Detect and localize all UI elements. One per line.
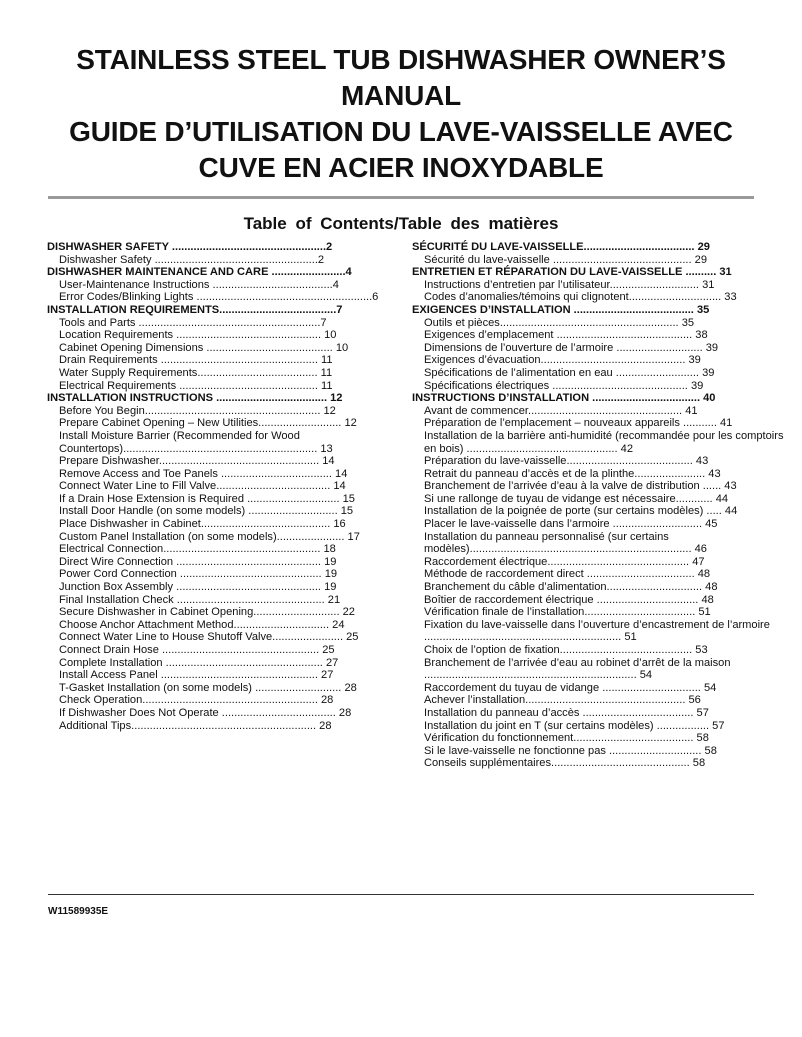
en-toc-entry: Complete Installation ................................................... 27 <box>59 656 339 669</box>
fr-section-heading: SÉCURITÉ DU LAVE-VAISSELLE.................................... 29 <box>412 241 710 253</box>
en-toc-entry: Electrical Connection................................................... 18 <box>59 543 336 556</box>
fr-toc-entry: Achever l’installation.................................................... 56 <box>424 694 701 707</box>
fr-toc-entry: Vérification du fonctionnement....................................... 58 <box>424 732 709 745</box>
fr-toc-entry: Codes d’anomalies/témoins qui clignotent.............................. 33 <box>424 291 737 304</box>
en-toc-entry: Connect Drain Hose ................................................... 25 <box>59 644 335 656</box>
fr-toc-entry: Retrait du panneau d’accès et de la plinthe....................... 43 <box>424 467 721 480</box>
fr-toc-entry: Raccordement électrique.............................................. 47 <box>424 555 705 568</box>
fr-toc-entry: Placer le lave-vaisselle dans l’armoire ............................. 45 <box>424 518 718 531</box>
title-line-3: GUIDE D’UTILISATION DU LAVE-VAISSELLE AVEC <box>69 116 733 147</box>
fr-toc-entry: Si le lave-vaisselle ne fonctionne pas .............................. 58 <box>424 744 717 757</box>
en-toc-entry: Custom Panel Installation (on some models)...................... 17 <box>59 530 360 543</box>
toc-right-column <box>412 241 790 770</box>
en-toc-entry: Error Codes/Blinking Lights .........................................................6 <box>59 291 379 304</box>
title-line-1: STAINLESS STEEL TUB DISHWASHER OWNER’S <box>76 44 726 75</box>
fr-toc-entry: Branchement de l’arrivée d’eau au robinet d’arrêt de la maison ..................................................................... 54 <box>424 656 731 682</box>
en-toc-entry: Drain Requirements ................................................... 11 <box>59 354 333 367</box>
en-toc-entry: Secure Dishwasher in Cabinet Opening............................ 22 <box>59 606 355 619</box>
en-toc-entry: Install Moisture Barrier (Recommended for Wood Countertops)............................................................... 13 <box>59 429 333 455</box>
en-toc-entry: Cabinet Opening Dimensions ......................................... 10 <box>59 341 349 354</box>
en-toc-entry: User-Maintenance Instructions .......................................4 <box>59 278 339 291</box>
en-toc-entry: Additional Tips............................................................ 28 <box>59 719 332 732</box>
fr-toc-entry: Spécifications de l’alimentation en eau ........................... 39 <box>424 366 715 379</box>
fr-toc-entry: Spécifications électriques ............................................ 39 <box>424 379 704 392</box>
fr-toc-entry: Vérification finale de l’installation.................................... 51 <box>424 606 711 619</box>
title-line-4: CUVE EN ACIER INOXYDABLE <box>198 152 604 183</box>
en-section-heading: INSTALLATION INSTRUCTIONS .................................... 12 <box>47 392 343 405</box>
en-toc-entry: Location Requirements ............................................... 10 <box>59 329 337 342</box>
en-toc-entry: Install Access Panel ................................................... 27 <box>59 669 334 682</box>
en-toc-entry: Direct Wire Connection ............................................... 19 <box>59 555 337 568</box>
document-code: W11589935E <box>48 906 109 917</box>
fr-toc-entry: Choix de l’option de fixation........................................... 53 <box>424 644 708 656</box>
en-toc-entry: Tools and Parts ...........................................................7 <box>59 316 327 329</box>
en-toc-entry: T-Gasket Installation (on some models) ............................ 28 <box>59 681 357 694</box>
fr-toc-entry: Installation de la poignée de porte (sur certains modèles) ..... 44 <box>424 505 738 518</box>
fr-section-heading: ENTRETIEN ET RÉPARATION DU LAVE-VAISSELLE .......... 31 <box>412 266 732 279</box>
fr-section-heading: INSTRUCTIONS D’INSTALLATION ................................... 40 <box>412 392 716 405</box>
en-section-heading: DISHWASHER MAINTENANCE AND CARE ........................4 <box>47 266 352 279</box>
en-toc-entry: Power Cord Connection .............................................. 19 <box>59 568 338 581</box>
fr-toc-entry: Instructions d’entretien par l’utilisateur............................. 31 <box>424 278 715 291</box>
fr-toc-entry: Conseils supplémentaires............................................. 58 <box>424 757 706 770</box>
en-toc-entry: Electrical Requirements ............................................. 11 <box>59 379 333 392</box>
en-toc-entry: Choose Anchor Attachment Method............................... 24 <box>59 618 345 631</box>
fr-toc-entry: Installation de la barrière anti-humidité (recommandée pour les comptoirs en bois) ................................................. 42 <box>424 429 784 455</box>
fr-toc-entry: Méthode de raccordement direct ................................... 48 <box>424 568 711 581</box>
fr-toc-entry: Dimensions de l’ouverture de l’armoire ............................ 39 <box>424 341 719 354</box>
en-toc-entry: Place Dishwasher in Cabinet.......................................... 16 <box>59 518 346 531</box>
fr-toc-entry: Installation du joint en T (sur certains modèles) ................. 57 <box>424 719 725 732</box>
fr-toc-entry: Préparation du lave-vaisselle......................................... 43 <box>424 455 709 468</box>
en-toc-entry: Dishwasher Safety .....................................................2 <box>59 253 325 266</box>
fr-section-heading: EXIGENCES D’INSTALLATION ....................................... 35 <box>412 303 710 316</box>
title-divider <box>48 196 754 199</box>
en-toc-entry: Prepare Dishwasher.................................................... 14 <box>59 455 335 468</box>
title-line-2: MANUAL <box>340 80 462 111</box>
en-toc-entry: Prepare Cabinet Opening – New Utilities........................... 12 <box>59 417 357 430</box>
fr-toc-entry: Exigences d’emplacement ............................................ 38 <box>424 329 708 342</box>
en-toc-entry: Final Installation Check ................................................ 21 <box>59 593 341 606</box>
en-toc-entry: Connect Water Line to House Shutoff Valve....................... 25 <box>59 631 359 644</box>
fr-toc-entry: Branchement du câble d’alimentation............................... 48 <box>424 581 718 594</box>
toc-left-column <box>47 241 402 732</box>
en-toc-entry: Connect Water Line to Fill Valve..................................... 14 <box>59 480 346 493</box>
en-toc-entry: Before You Begin......................................................... 12 <box>59 404 336 417</box>
fr-toc-entry: Si une rallonge de tuyau de vidange est nécessaire............ 44 <box>424 492 729 505</box>
footer-divider <box>48 894 754 895</box>
en-section-heading: INSTALLATION REQUIREMENTS......................................7 <box>47 303 343 316</box>
en-toc-entry: If Dishwasher Does Not Operate ..................................... 28 <box>59 706 352 719</box>
fr-toc-entry: Fixation du lave-vaisselle dans l’ouverture d’encastrement de l’armoire ................................................................ 51 <box>424 618 770 644</box>
fr-toc-entry: Avant de commencer.................................................. 41 <box>424 404 698 417</box>
fr-toc-entry: Outils et pièces.......................................................... 35 <box>424 316 695 329</box>
en-toc-entry: Check Operation......................................................... 28 <box>59 694 334 707</box>
en-toc-entry: Remove Access and Toe Panels .................................... 14 <box>59 467 348 480</box>
en-section-heading: DISHWASHER SAFETY ..................................................2 <box>47 241 333 253</box>
fr-toc-entry: Installation du panneau d’accès .................................... 57 <box>424 706 709 719</box>
fr-toc-entry: Installation du panneau personnalisé (sur certains modèles)........................................................................ 46 <box>424 530 707 556</box>
fr-toc-entry: Branchement de l’arrivée d’eau à la valve de distribution ...... 43 <box>424 480 737 493</box>
toc-heading: Table of Contents/Table des matières <box>243 214 559 233</box>
en-toc-entry: Junction Box Assembly ............................................... 19 <box>59 581 337 594</box>
manual-title <box>40 42 762 186</box>
fr-toc-entry: Exigences d’évacuation............................................... 39 <box>424 354 701 367</box>
en-toc-entry: Water Supply Requirements....................................... 11 <box>59 366 333 379</box>
en-toc-entry: Install Door Handle (on some models) ............................. 15 <box>59 505 354 518</box>
fr-toc-entry: Boîtier de raccordement électrique ................................. 48 <box>424 593 714 606</box>
fr-toc-entry: Raccordement du tuyau de vidange ................................ 54 <box>424 681 717 694</box>
fr-toc-entry: Sécurité du lave-vaisselle ............................................. 29 <box>424 253 707 266</box>
fr-toc-entry: Préparation de l’emplacement – nouveaux appareils ........... 41 <box>424 417 733 430</box>
en-toc-entry: If a Drain Hose Extension is Required .............................. 15 <box>59 492 355 505</box>
